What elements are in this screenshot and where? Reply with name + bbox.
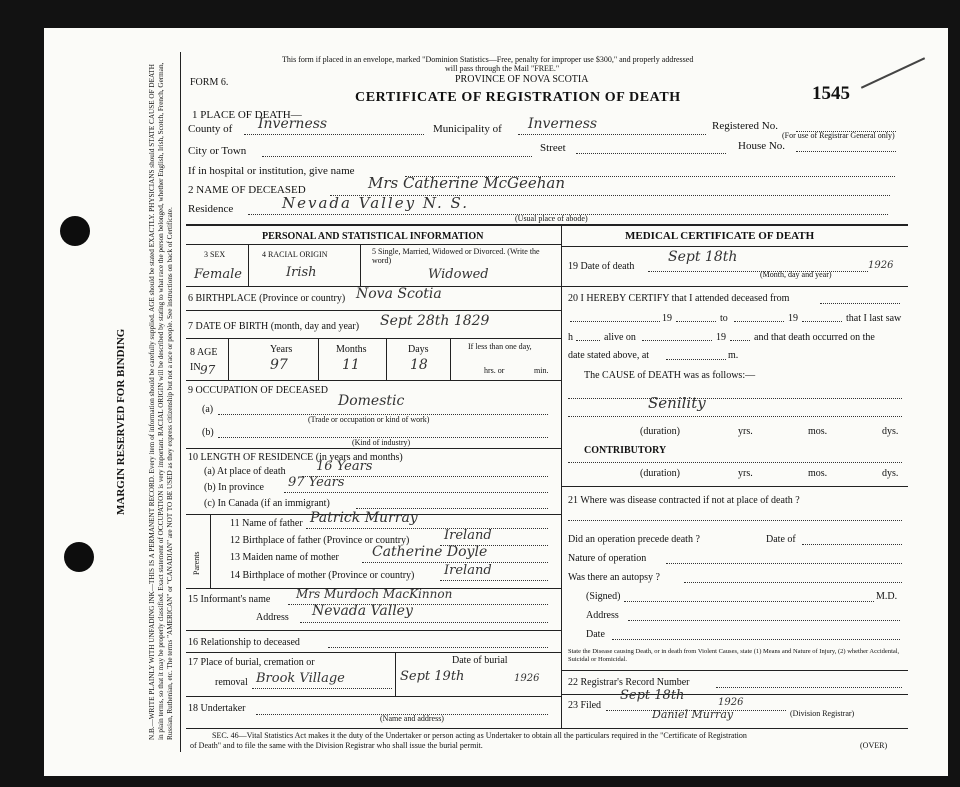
years-label: Years bbox=[270, 344, 293, 355]
name-value: Mrs Catherine McGeehan bbox=[368, 174, 566, 192]
certify-alive: alive on bbox=[604, 332, 636, 343]
mother-value: Catherine Doyle bbox=[372, 544, 488, 560]
cause-label: The CAUSE of DEATH was as follows:— bbox=[584, 370, 756, 381]
operation-label: Did an operation precede death ? bbox=[568, 534, 700, 545]
registrar-signature: Daniel Murray bbox=[652, 708, 734, 721]
address-label: Address bbox=[256, 612, 289, 623]
certificate-number: 1545 bbox=[812, 83, 850, 104]
duration2-label: (duration) bbox=[640, 468, 680, 479]
residence-length-label: 10 LENGTH OF RESIDENCE (in years and months) bbox=[188, 452, 403, 463]
autopsy-label: Was there an autopsy ? bbox=[568, 572, 660, 583]
binder-hole bbox=[60, 216, 90, 246]
certify-19a: 19 bbox=[662, 313, 672, 324]
res-b-value: 97 Years bbox=[288, 475, 345, 490]
certify-19c: 19 bbox=[716, 332, 726, 343]
dob-label: 7 DATE OF BIRTH (month, day and year) bbox=[188, 321, 360, 332]
house-label: House No. bbox=[738, 140, 786, 152]
father-value: Patrick Murray bbox=[310, 510, 418, 526]
municipality-value: Inverness bbox=[528, 116, 598, 132]
medical-heading: MEDICAL CERTIFICATE OF DEATH bbox=[625, 230, 815, 242]
hrs-label: hrs. or bbox=[484, 366, 505, 375]
dys-label: dys. bbox=[882, 426, 899, 437]
lessday-label: If less than one day, bbox=[468, 342, 532, 351]
margin-line bbox=[180, 52, 181, 752]
years-value: 97 bbox=[270, 357, 288, 373]
residence-value: Nevada Valley N. S. bbox=[282, 194, 470, 212]
res-b-label: (b) In province bbox=[204, 482, 264, 493]
operation-date-label: Date of bbox=[766, 534, 796, 545]
registrar-note: (Division Registrar) bbox=[790, 709, 855, 718]
parents-label: Parents bbox=[192, 551, 201, 575]
father-label: 11 Name of father bbox=[230, 518, 303, 529]
relationship-label: 16 Relationship to deceased bbox=[188, 637, 300, 648]
residence-label: Residence bbox=[188, 203, 234, 215]
death-date-label: 19 Date of death bbox=[568, 261, 635, 272]
occupation-label: 9 OCCUPATION OF DECEASED bbox=[188, 385, 328, 396]
contracted-label: 21 Where was disease contracted if not at place of death ? bbox=[568, 495, 800, 506]
personal-heading: PERSONAL AND STATISTICAL INFORMATION bbox=[262, 231, 484, 242]
binder-hole bbox=[64, 542, 94, 572]
racial-label: 4 RACIAL ORIGIN bbox=[262, 250, 328, 259]
mother-bp-label: 14 Birthplace of mother (Province or country) bbox=[230, 570, 415, 581]
county-label: County of bbox=[188, 123, 233, 135]
county-value: Inverness bbox=[258, 116, 328, 132]
min-label: min. bbox=[534, 366, 549, 375]
informant-label: 15 Informant's name bbox=[188, 594, 271, 605]
signed-label: (Signed) bbox=[586, 591, 621, 602]
dys2-label: dys. bbox=[882, 468, 899, 479]
burial-date-value: Sept 19th bbox=[400, 669, 465, 684]
municipality-label: Municipality of bbox=[433, 123, 502, 135]
occ-a-note: (Trade or occupation or kind of work) bbox=[308, 415, 430, 424]
days-label: Days bbox=[408, 344, 429, 355]
certify-19b: 19 bbox=[788, 313, 798, 324]
page-title: CERTIFICATE OF REGISTRATION OF DEATH bbox=[355, 90, 681, 105]
city-label: City or Town bbox=[188, 145, 247, 157]
res-c-label: (c) In Canada (if an immigrant) bbox=[204, 498, 330, 509]
footer-line1: SEC. 46—Vital Statistics Act makes it the duty of the Undertaker or person acting as Undertaker to obtain all the particulars required in the "Certificate of Registration bbox=[212, 731, 747, 740]
informant-value: Mrs Murdoch MacKinnon bbox=[296, 587, 453, 601]
certify-line1: 20 I HEREBY CERTIFY that I attended deceased from bbox=[568, 293, 790, 304]
hospital-label: If in hospital or institution, give name bbox=[188, 165, 355, 177]
registered-label: Registered No. bbox=[712, 120, 778, 132]
birthplace-value: Nova Scotia bbox=[356, 286, 442, 302]
certify-line3: date stated above, at bbox=[568, 350, 650, 361]
filed-label: 23 Filed bbox=[568, 700, 602, 711]
notice-line2: will pass through the Mail "FREE." bbox=[445, 64, 560, 73]
certify-last: that I last saw bbox=[846, 313, 902, 324]
mos2-label: mos. bbox=[808, 468, 828, 479]
occ-b-label: (b) bbox=[202, 427, 214, 438]
burial-value: Brook Village bbox=[256, 671, 345, 686]
nature-label: Nature of operation bbox=[568, 553, 647, 564]
certify-to: to bbox=[720, 313, 728, 324]
disease-note: State the Disease causing Death, or in death from Violent Causes, state (1) Means and Nature of Injury, (2) whether Accidental, Suicidal or Homicidal. bbox=[568, 648, 900, 663]
province: PROVINCE OF NOVA SCOTIA bbox=[455, 74, 589, 85]
death-date-value: Sept 18th bbox=[668, 249, 738, 265]
death-date-note: (Month, day and year) bbox=[760, 270, 832, 279]
footer-line2: of Death" and to file the same with the Division Registrar who shall issue the burial permit. bbox=[190, 741, 483, 750]
burial-label: 17 Place of burial, cremation or bbox=[188, 657, 315, 668]
margin-instructions: N.B.—WRITE PLAINLY WITH UNFADING INK—THIS IS A PERMANENT RECORD. Every item of information should be carefully supplied. AGE should be stated EXACTLY. PHYSICIANS should STATE CAUSE OF DEATH in plain terms, so that it may be properly classified. Exact statement of OCCUPATION is very important. RACIAL ORIGIN will be described by stating to what race the person belonged, whether English, Irish, Scotch, French, German, Russian, Ruthenian, etc. The terms "AMERICAN" or "CANADIAN" are NOT TO BE USED as they express citizenship but not a race or people. See instructions on back of Certificate. bbox=[148, 62, 174, 740]
cause-value: Senility bbox=[648, 394, 706, 412]
contributory-label: CONTRIBUTORY bbox=[584, 445, 667, 456]
place-heading: 1 PLACE OF DEATH— bbox=[192, 109, 302, 121]
filed-value: Sept 18th bbox=[620, 688, 685, 703]
father-bp-label: 12 Birthplace of father (Province or country) bbox=[230, 535, 410, 546]
mos-label: mos. bbox=[808, 426, 828, 437]
form-number: FORM 6. bbox=[190, 77, 229, 88]
record-label: 22 Registrar's Record Number bbox=[568, 677, 690, 688]
age-value: 97 bbox=[200, 363, 216, 377]
filed-year: 1926 bbox=[718, 697, 744, 708]
racial-value: Irish bbox=[286, 265, 317, 280]
name-label: 2 NAME OF DECEASED bbox=[188, 184, 306, 196]
address-value: Nevada Valley bbox=[312, 603, 413, 619]
notice-line1: This form if placed in an envelope, marked "Dominion Statistics—Free, penalty for improper use $300," and properly addressed bbox=[282, 55, 694, 64]
yrs2-label: yrs. bbox=[738, 468, 753, 479]
duration-label: (duration) bbox=[640, 426, 680, 437]
occ-b-note: (Kind of industry) bbox=[352, 438, 411, 447]
burial-year: 1926 bbox=[514, 673, 540, 684]
mother-bp-value: Ireland bbox=[444, 563, 492, 578]
md-label: M.D. bbox=[876, 591, 898, 602]
med-date-label: Date bbox=[586, 629, 605, 640]
street-label: Street bbox=[540, 142, 566, 154]
marital-value: Widowed bbox=[428, 267, 489, 282]
footer-over: (OVER) bbox=[860, 741, 888, 750]
certify-m: m. bbox=[728, 350, 739, 361]
certify-h: h bbox=[568, 332, 573, 343]
registered-note: (For use of Registrar General only) bbox=[782, 131, 895, 140]
sex-value: Female bbox=[194, 267, 242, 282]
removal-label: removal bbox=[215, 677, 248, 688]
res-a-label: (a) At place of death bbox=[204, 466, 286, 477]
months-label: Months bbox=[336, 344, 367, 355]
residence-note: (Usual place of abode) bbox=[515, 214, 588, 223]
death-year: 1926 bbox=[868, 260, 894, 271]
margin-binding-label: MARGIN RESERVED FOR BINDING bbox=[115, 328, 127, 515]
burial-date-label: Date of burial bbox=[452, 655, 508, 666]
res-a-value: 16 Years bbox=[316, 459, 373, 474]
undertaker-label: 18 Undertaker bbox=[188, 703, 246, 714]
occ-a-value: Domestic bbox=[338, 393, 405, 409]
undertaker-note: (Name and address) bbox=[380, 714, 444, 723]
mother-label: 13 Maiden name of mother bbox=[230, 552, 339, 563]
certify-occurred: and that death occurred on the bbox=[754, 332, 875, 343]
father-bp-value: Ireland bbox=[444, 528, 492, 543]
days-value: 18 bbox=[410, 357, 428, 373]
marital-label: 5 Single, Married, Widowed or Divorced. (Write the word) bbox=[372, 247, 540, 265]
birthplace-label: 6 BIRTHPLACE (Province or country) bbox=[188, 293, 346, 304]
yrs-label: yrs. bbox=[738, 426, 753, 437]
age-label: 8 AGE IN bbox=[190, 347, 218, 373]
dob-value: Sept 28th 1829 bbox=[380, 313, 490, 329]
occ-a-label: (a) bbox=[202, 404, 214, 415]
months-value: 11 bbox=[342, 357, 360, 373]
sex-label: 3 SEX bbox=[204, 250, 226, 259]
med-address-label: Address bbox=[586, 610, 619, 621]
